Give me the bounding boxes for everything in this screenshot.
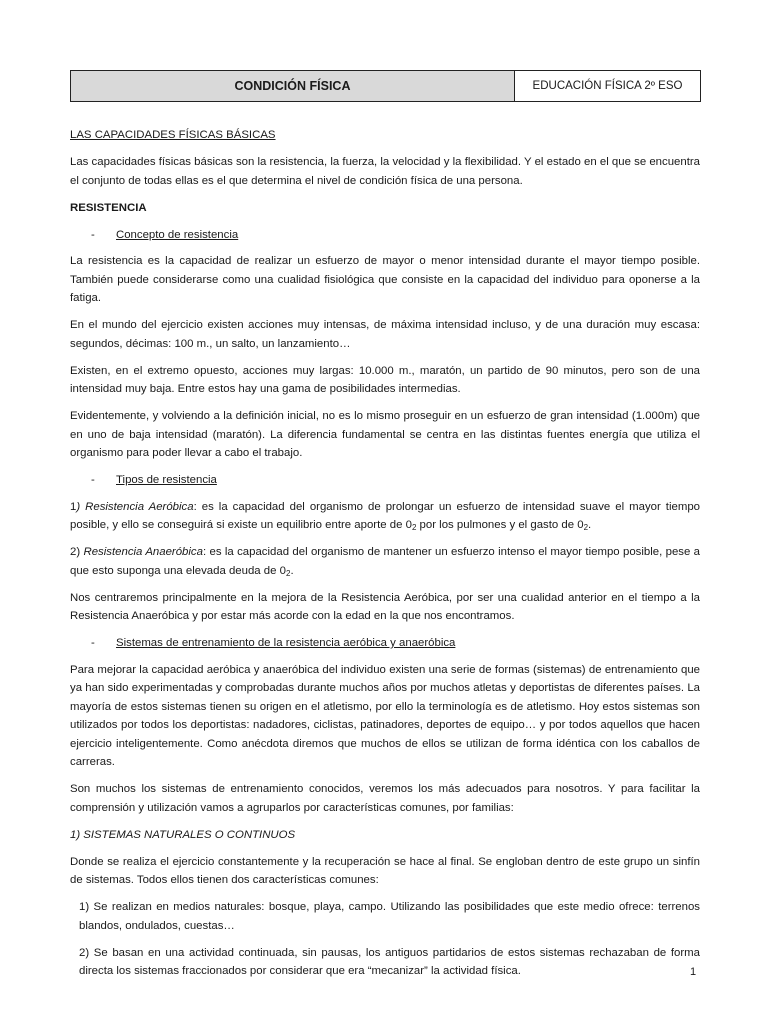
aerobica-text-end: . [588,519,592,531]
anaerobica-text: : es la capacidad del organismo de mantener un esfuerzo intenso el mayor tiempo posible, pese a que esto suponga una elevada deuda de 0 [70,546,701,577]
header-table [70,70,701,102]
document-body [70,126,700,989]
sistemas-paragraph-1: Para mejorar la capacidad aeróbica y anaeróbica del individuo existen una serie de formas (sistemas) de entrenamiento que ya han sido experimentadas y comprobadas durante muchos años por muchos atletas y deportistas de diferentes países. La mayoría de estos sistemas tienen su origen en el atletismo, por ello la terminología es de atletismo. Hoy estos sistemas son utilizados por todos los deportistas: nadadores, ciclistas, patinadores, deportes de equipo… y por todos aquellos que hacen ejercicio inteligentemente. Como anécdota diremos que muchos de ellos se utilizan de forma idéntica con los caballos de carreras. [70,663,700,768]
concepto-paragraph-1: La resistencia es la capacidad de realizar un esfuerzo de mayor o menor intensidad durante el mayor tiempo posible. También puede considerarse como una cualidad fisiológica que consiste en la capacidad del individuo para oponerse a la fatiga. [70,255,700,304]
aerobica-term: ) Resistencia Aeróbica [76,500,194,513]
tipos-heading-row [70,471,700,490]
aerobica-number: 1 [70,500,77,513]
aerobica-paragraph [70,498,700,535]
page-number: 1 [690,966,697,978]
dash-bullet: - [91,637,95,649]
concepto-paragraph-4: Evidentemente, y volviendo a la definición inicial, no es lo mismo proseguir en un esfuerzo de gran intensidad (1.000m) que en uno de baja intensidad (maratón). La diferencia fundamental se centra en las distintas fuentes energía que utiliza el organismo para poder llevar a cabo el trabajo. [70,410,700,459]
subject-label: EDUCACIÓN FÍSICA 2º ESO [532,80,683,92]
focus-paragraph: Nos centraremos principalmente en la mejora de la Resistencia Aeróbica, por ser una cualidad anterior en el tiempo a la Resistencia Anaeróbica y por estar más acorde con la edad en la que nos encontramos. [70,591,700,622]
aerobica-text-mid: por los pulmones y el gasto de 0 [416,519,584,531]
anaerobica-term: Resistencia Anaeróbica [83,546,203,558]
concepto-heading-row [70,226,700,245]
resistencia-heading: RESISTENCIA [70,201,147,214]
dash-bullet: - [91,228,95,241]
anaerobica-number: 2) [70,546,84,558]
document-title: CONDICIÓN FÍSICA [71,71,515,101]
aerobica-text: : es la capacidad del organismo de prolongar un esfuerzo de intensidad suave el mayor tiempo posible, y ello se conseguirá si existe un equilibrio entre aporte de 0 [70,500,700,531]
intro-paragraph: Las capacidades físicas básicas son la resistencia, la fuerza, la velocidad y la flexibilidad. Y el estado en el que se encuentra el conjunto de todas ellas es el que determina el nivel de condición física de una persona. [70,156,700,187]
anaerobica-text-end: . [290,564,294,577]
subscript: 2 [411,523,417,532]
subscript: 2 [285,568,291,578]
subscript: 2 [583,523,589,532]
sistemas-heading-row [70,634,700,653]
sistemas-heading: Sistemas de entrenamiento de la resistencia aeróbica y anaeróbica [116,637,456,649]
concepto-heading: Concepto de resistencia [116,228,239,241]
list-item: 2) Se basan en una actividad continuada, sin pausas, los antiguos partidarios de estos sistemas rechazaban de forma directa los sistemas fraccionados por considerar que era “mecanizar” la actividad física. [79,946,700,977]
tipos-heading: Tipos de resistencia [116,474,217,486]
list-item: 1) Se realizan en medios naturales: bosque, playa, campo. Utilizando las posibilidades que este medio ofrece: terrenos blandos, ondulados, cuestas… [79,901,700,932]
dash-bullet: - [91,474,95,486]
concepto-paragraph-3: Existen, en el extremo opuesto, acciones muy largas: 10.000 m., maratón, un partido de 90 minutos, pero son de una intensidad muy baja. Entre estos hay una gama de posibilidades intermedias. [70,364,700,395]
sistemas-paragraph-2: Son muchos los sistemas de entrenamiento conocidos, veremos los más adecuados para nosotros. Y para facilitar la comprensión y utilización vamos a agruparlos por características comunes, por familias: [70,783,700,814]
anaerobica-paragraph [70,543,700,580]
section-title: LAS CAPACIDADES FÍSICAS BÁSICAS [70,129,276,141]
concepto-paragraph-2: En el mundo del ejercicio existen acciones muy intensas, de máxima intensidad incluso, y de una duración muy escasa: segundos, décimas: 100 m., un salto, un lanzamiento… [70,319,700,350]
sistemas-paragraph-3: Donde se realiza el ejercicio constantemente y la recuperación se hace al final. Se engloban dentro de este grupo un sinfín de sistemas. Todos ellos tienen dos características comunes: [70,855,700,886]
naturales-heading: 1) SISTEMAS NATURALES O CONTINUOS [70,828,296,841]
